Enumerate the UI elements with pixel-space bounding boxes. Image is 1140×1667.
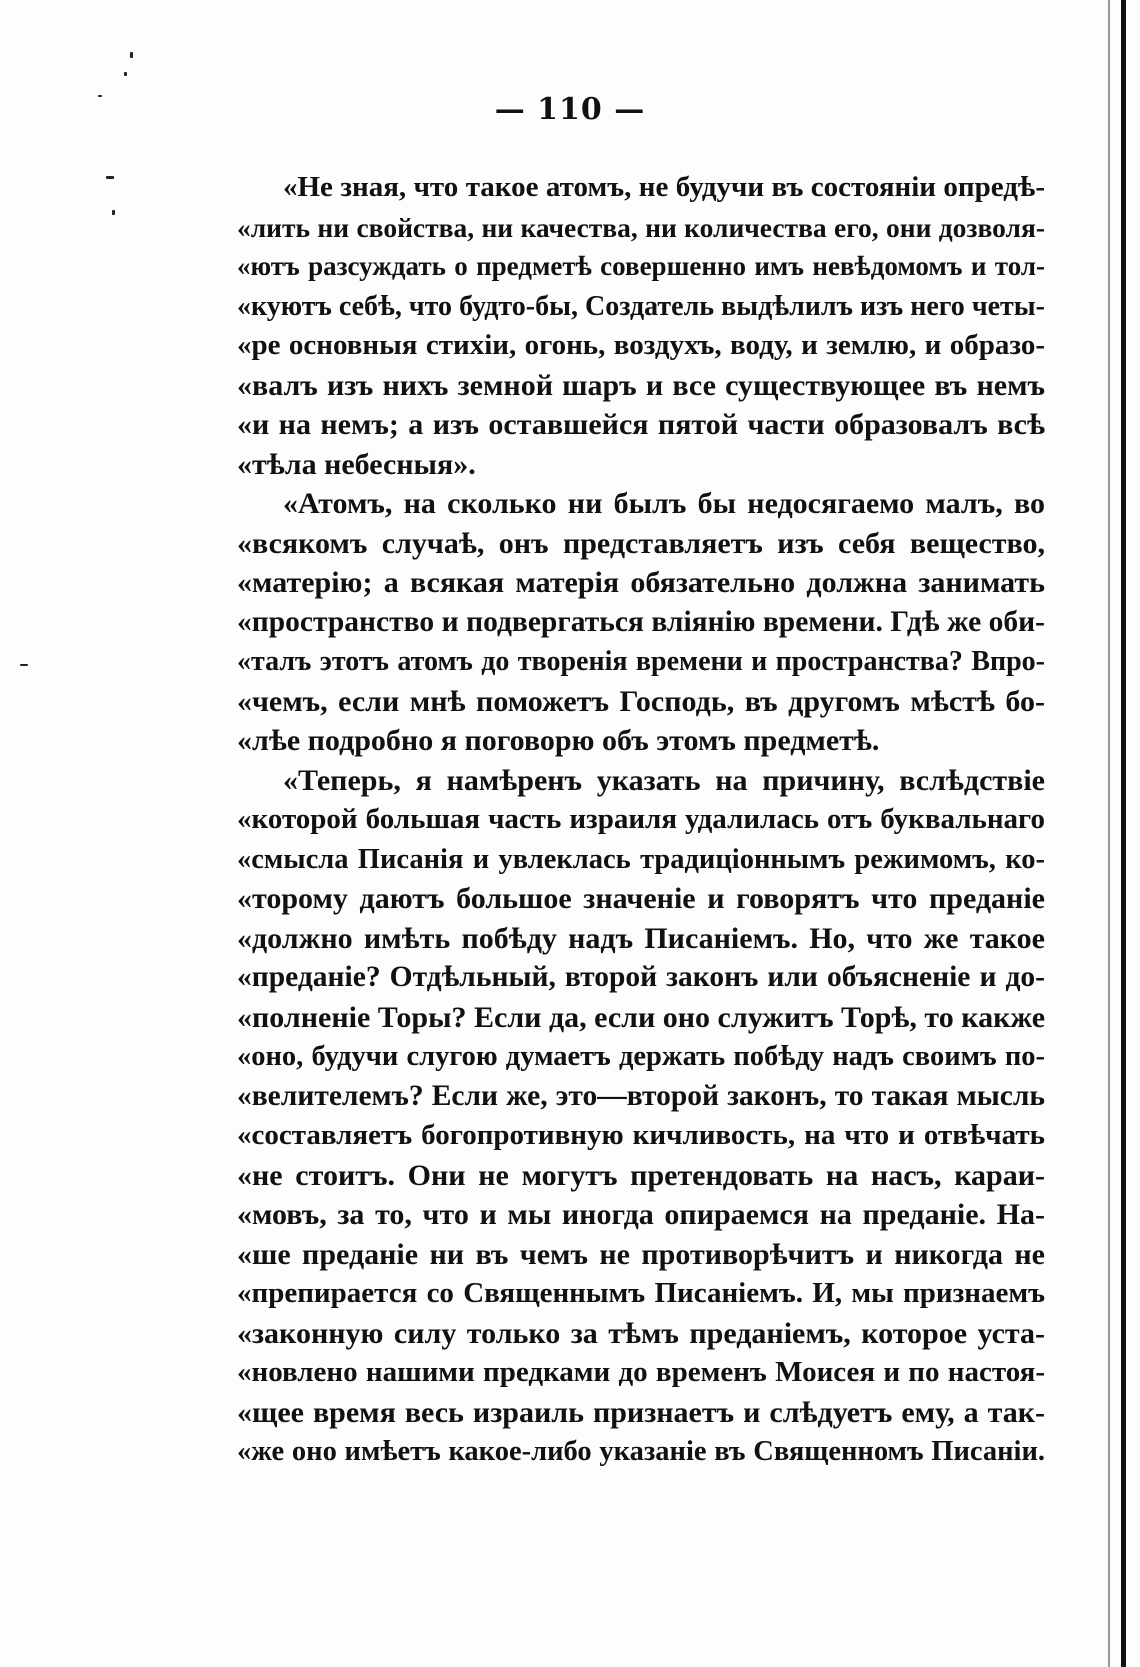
scan-speck [130,52,133,58]
text-line: «ютъ разсуждать о предметѣ совершенно имъ невѣдомомъ и тол- [237,251,1045,281]
text-line: «же оно имѣетъ какое-либо указаніе въ Священномъ Писаніи. [237,1436,1045,1467]
text-line: «должно имѣть побѣду надъ Писаніемъ. Но, что же такое [237,921,1045,955]
text-line: «которой большая часть израиля удалилась отъ буквальнаго [237,803,1045,835]
text-line: «смысла Писанія и увлеклась традиціоннымъ режимомъ, ко- [237,843,1045,875]
text-line: «преданіе? Отдѣльный, второй законъ или объясненіе и до- [237,961,1045,993]
text-line: «полненіе Торы? Если да, если оно служитъ Торѣ, то какже [237,1000,1045,1034]
page-edge-shadow [1121,0,1126,1667]
text-line: «торому даютъ большое значеніе и говорятъ что преданіе [237,882,1045,915]
page-edge-line [1108,0,1110,1667]
text-line: «матерію; а всякая матерія обязательно должна занимать [237,566,1045,599]
text-line: «и на немъ; а изъ оставшейся пятой части образовалъ всѣ [237,408,1045,441]
text-line: «лить ни свойства, ни качества, ни количества его, они дозволя- [237,211,1045,243]
text-line: «ше преданіе ни въ чемъ не противорѣчитъ и никогда не [237,1237,1045,1271]
text-line: «препирается со Священнымъ Писаніемъ. И, мы признаемъ [237,1277,1045,1309]
text-line: «Теперь, я намѣренъ указать на причину, вслѣдствіе [283,763,1045,797]
text-line: «лѣе подробно я поговорю объ этомъ предметѣ. [237,724,880,757]
text-line: «мовъ, за то, что и мы иногда опираемся на преданіе. На- [237,1198,1045,1231]
text-line: «чемъ, если мнѣ поможетъ Господь, въ другомъ мѣстѣ бо- [237,684,1045,718]
text-line: «талъ этотъ атомъ до творенія времени и пространства? Впро- [237,646,1045,677]
text-line: «всякомъ случаѣ, онъ представляетъ изъ себя вещество, [237,526,1045,560]
scan-speck [20,664,28,666]
scan-speck [124,72,127,76]
paragraph [237,168,1045,484]
text-line: «составляетъ богопротивную кичливость, на что и отвѣчать [237,1119,1045,1151]
paragraph [237,484,1045,761]
text-line: «щее время весь израиль признаетъ и слѣдуетъ ему, а так- [237,1395,1045,1429]
paragraph [237,761,1045,1472]
text-line: «пространство и подвергаться вліянію времени. Гдѣ же оби- [237,605,1045,638]
page-number: — 110 — [494,92,646,127]
scan-speck [112,210,115,215]
text-body [237,168,1045,1472]
text-line: «валъ изъ нихъ земной шаръ и все существующее въ немъ [237,368,1045,402]
text-line: «велителемъ? Если же, это—второй законъ, то такая мысль [237,1079,1045,1112]
text-line: «ре основныя стихіи, огонь, воздухъ, воду, и землю, и образо- [237,329,1045,361]
text-line: «законную силу только за тѣмъ преданіемъ, которое уста- [237,1316,1045,1350]
text-line: «тѣла небесныя». [237,447,476,481]
text-line: «новлено нашими предками до временъ Моисея и по настоя- [237,1356,1045,1388]
text-line: «оно, будучи слугою думаетъ держать побѣду надъ своимъ по- [237,1041,1045,1072]
text-line: «Не зная, что такое атомъ, не будучи въ состояніи опредѣ- [283,171,1045,203]
text-line: «Атомъ, на сколько ни былъ бы недосягаемо малъ, во [283,487,1045,520]
text-line: «не стоитъ. Они не могутъ претендовать на насъ, караи- [237,1158,1045,1192]
scan-speck [106,176,114,179]
text-line: «куютъ себѣ, что будто-бы, Создатель выдѣлилъ изъ него четы- [237,290,1045,322]
